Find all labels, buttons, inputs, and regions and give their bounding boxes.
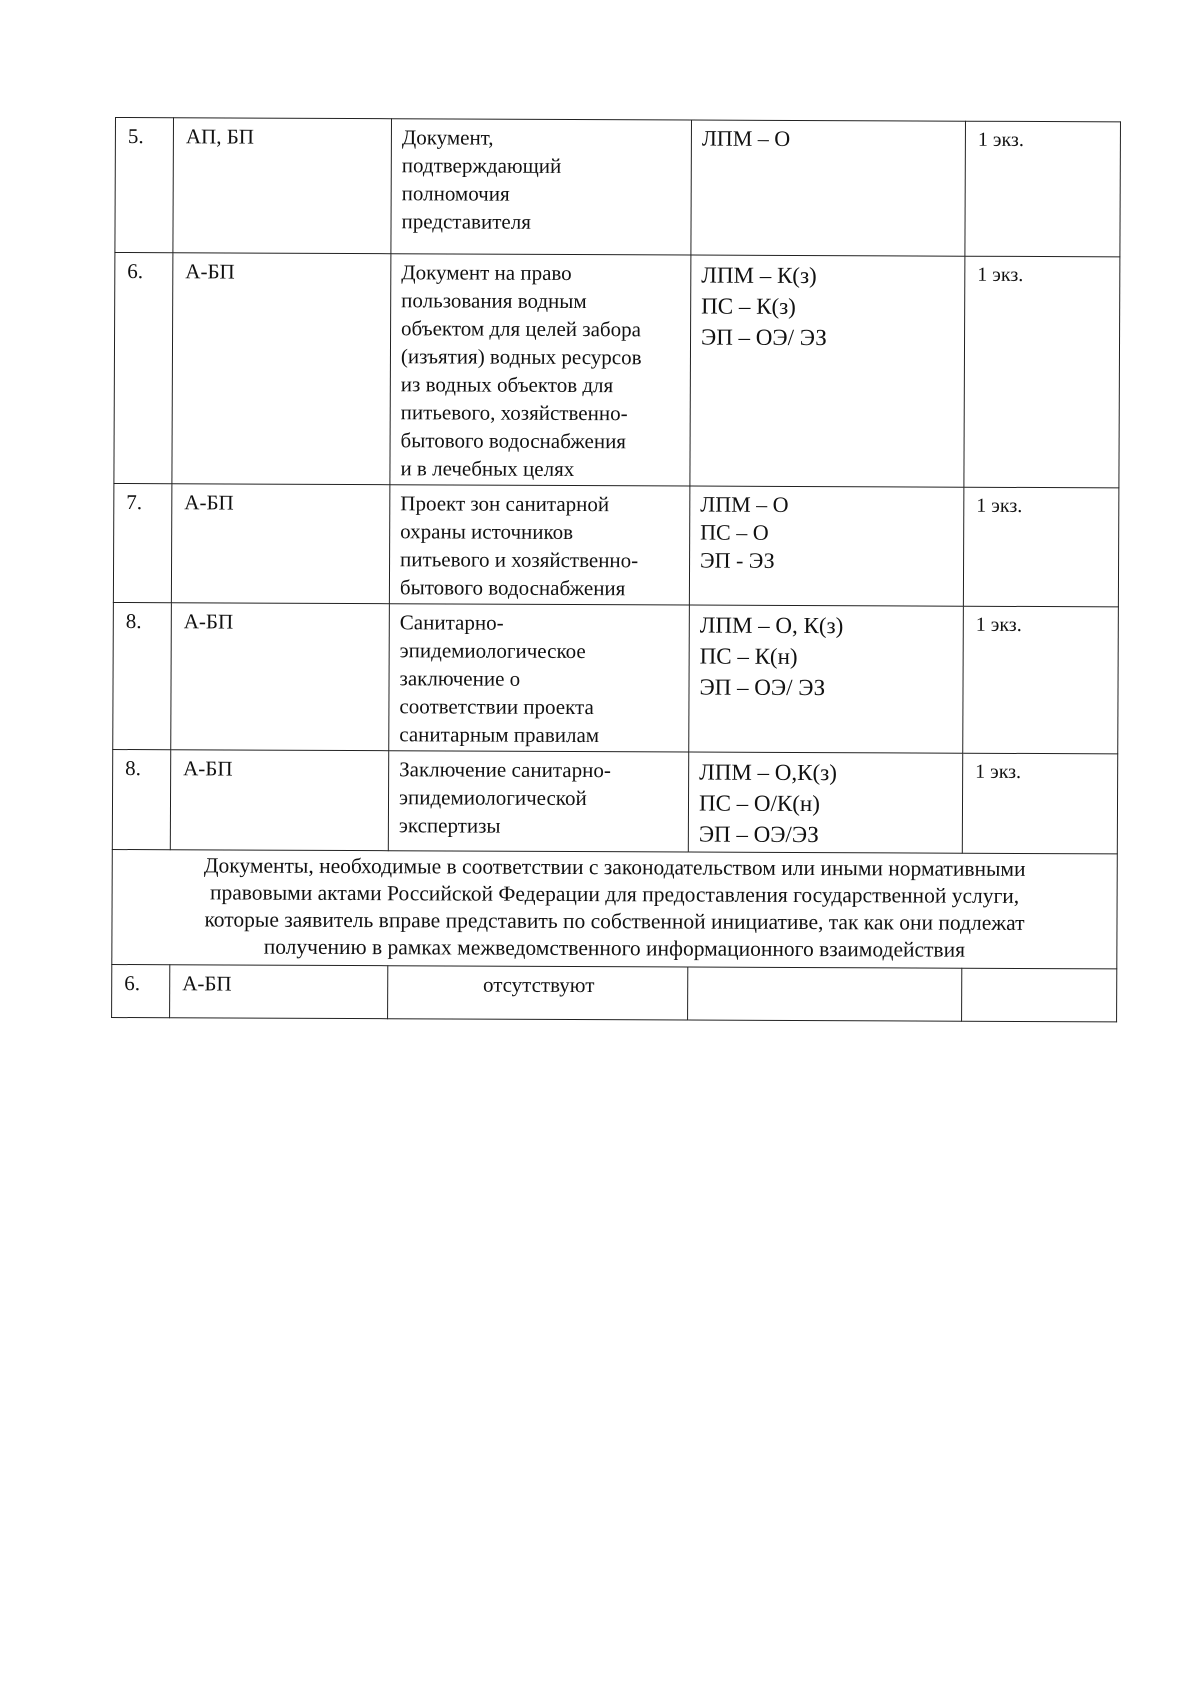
document-name-line: Документ, [401,125,494,150]
form-line: ЛПМ – О [700,491,789,517]
row-number: 6. [112,964,170,1017]
table-row [112,749,1117,853]
row-number: 8. [113,602,172,749]
document-name-line: питьевого, хозяйственно- [400,400,628,426]
row-number: 5. [115,118,174,253]
document-name-line: охраны источников [400,519,574,545]
applicant-code: А-БП [170,750,388,851]
document-forms [688,752,962,853]
section-heading [112,849,1117,968]
document-forms [689,486,964,606]
document-name-line: бытового водоснабжения [400,428,627,454]
document-name-line: экспертизы [398,813,501,838]
document-name-line: Заключение санитарно- [399,757,611,783]
applicant-code: А-БП [170,965,388,1019]
applicant-code: А-БП [171,484,390,604]
form-line: ПС – К(н) [699,643,798,669]
form-line: ПС – О/К(н) [698,790,820,817]
form-line: ПС – К(з) [701,293,796,319]
copies-count: 1 экз. [964,256,1120,488]
document-name: отсутствуют [388,966,688,1020]
document-name-line: эпидемиологической [398,785,587,811]
document-name-line: эпидемиологическое [399,638,586,664]
document-name-line: питьевого и хозяйственно- [400,547,639,573]
document-name-line: полномочия [401,181,510,206]
table-row [114,253,1120,488]
document-name [390,254,691,486]
document-name-line: пользования водным [401,288,587,314]
document-name-line: представителя [401,209,531,234]
document-forms [691,120,966,256]
copies-count: 1 экз. [963,606,1119,754]
document-name-line: Проект зон санитарной [400,491,610,517]
table-row [112,964,1117,1021]
document-name [388,751,688,852]
row-number: 7. [113,483,172,602]
table-row [113,483,1119,606]
applicant-code: А-БП [172,253,391,485]
copies-count: 1 экз. [965,121,1121,257]
document-name [391,119,692,255]
document-name-line: бытового водоснабжения [399,575,626,601]
row-number: 8. [112,749,170,849]
section-heading-line: получению в рамках межведомственного информационного взаимодействия [263,934,966,962]
section-heading-line: которые заявитель вправе представить по собственной инициативе, так как они подлежат [204,907,1025,935]
document-name-line: из водных объектов для [400,372,614,398]
copies-count: 1 экз. [962,753,1117,854]
form-line: ЭП - ЭЗ [700,547,775,573]
section-heading-line: правовыми актами Российской Федерации для предоставления государственной услуги, [209,880,1020,908]
document-name-line: Санитарно- [399,610,504,635]
document-name-line: (изъятия) водных ресурсов [400,344,642,370]
row-number: 6. [114,253,173,484]
document-name-line: санитарным правилам [399,722,600,748]
document-name-line: Документ на право [401,260,572,285]
form-line: ЛПМ – О, К(з) [699,612,844,639]
form-line: ЛПМ – К(з) [701,262,817,289]
document-name [389,604,690,752]
document-forms [690,255,965,487]
section-heading-line: Документы, необходимые в соответствии с законодательством или иными нормативными [203,853,1026,881]
copies-count: 1 экз. [963,487,1119,607]
applicant-code: А-БП [171,603,390,751]
table-row [115,118,1121,257]
document-name-line: и в лечебных целях [400,456,575,482]
document-name-line: заключение о [399,666,521,691]
form-line: ЭП – ОЭ/ ЭЗ [700,324,827,351]
section-heading-row [112,849,1117,968]
document-forms [689,605,964,753]
documents-table [111,117,1121,1022]
form-line: ЭП – ОЭ/ ЭЗ [699,674,826,701]
document-name-line: соответствии проекта [399,694,594,720]
form-line: ЛПМ – О,К(з) [699,759,837,786]
document-name-line: подтверждающий [401,153,562,178]
copies-count [962,968,1117,1022]
applicant-code: АП, БП [173,118,392,254]
form-line: ПС – О [700,519,769,545]
document-forms [688,967,962,1021]
form-line: ЭП – ОЭ/ЭЗ [698,821,819,848]
table-row [113,602,1119,753]
document-name-line: объектом для целей забора [401,316,641,342]
document-name [389,485,690,605]
form-line: ЛПМ – О [701,125,791,151]
